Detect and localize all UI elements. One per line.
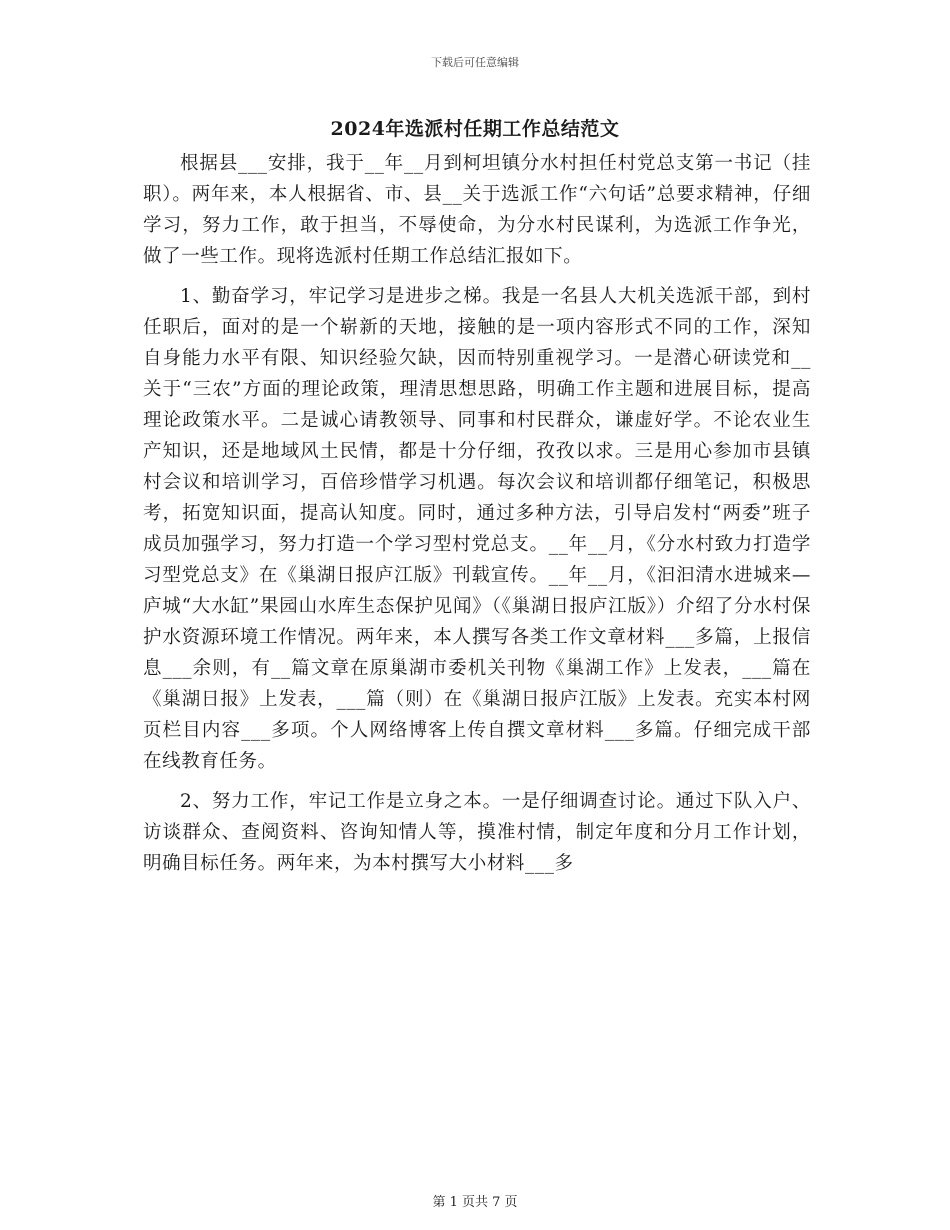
- paragraph-work: 2、努力工作，牢记工作是立身之本。一是仔细调查讨论。通过下队入户、访谈群众、查阅资料、咨询知情人等，摸准村情，制定年度和分月工作计划，明确目标任务。两年来，为本村撰写大小材料___多: [143, 791, 811, 874]
- paragraph-study: 1、勤奋学习，牢记学习是进步之梯。我是一名县人大机关选派干部，到村任职后，面对的是一个崭新的天地，接触的是一项内容形式不同的工作，深知自身能力水平有限、知识经验欠缺，因而特别重视学习。一是潜心研读党和__关于“三农”方面的理论政策，理清思想思路，明确工作主题和进展目标，提高理论政策水平。二是诚心请教领导、同事和村民群众，谦虚好学。不论农业生产知识，还是地域风土民情，都是十分仔细，孜孜以求。三是用心参加市县镇村会议和培训学习，百倍珍惜学习机遇。每次会议和培训都仔细笔记，积极思考，拓宽知识面，提高认知度。同时，通过多种方法，引导启发村“两委”班子成员加强学习，努力打造一个学习型村党总支。__年__月，《分水村致力打造学习型党总支》在《巢湖日报庐江版》刊载宣传。__年__月，《汩汩清水进城来—庐城“大水缸”果园山水库生态保护见闻》（《巢湖日报庐江版》）介绍了分水村保护水资源环境工作情况。两年来，本人撰写各类工作文章材料___多篇，上报信息___余则，有__篇文章在原巢湖市委机关刊物《巢湖工作》上发表，___篇在《巢湖日报》上发表，___篇（则）在《巢湖日报庐江版》上发表。充实本村网页栏目内容___多项。个人网络博客上传自撰文章材料___多篇。仔细完成干部在线教育任务。: [143, 286, 811, 772]
- page-number-footer: 第 1 页共 7 页: [432, 1195, 518, 1210]
- header-note: 下载后可任意编辑: [431, 56, 519, 69]
- document-body: [143, 148, 811, 879]
- paragraph-intro: 根据县___安排，我于__年__月到柯坦镇分水村担任村党总支第一书记（挂职）。两年来，本人根据省、市、县__关于选派工作“六句话”总要求精神，仔细学习，努力工作，敢于担当，不辱使命，为分水村民谋利，为选派工作争光，做了一些工作。现将选派村任期工作总结汇报如下。: [143, 153, 811, 267]
- document-title: 2024年选派村任期工作总结范文: [330, 118, 620, 140]
